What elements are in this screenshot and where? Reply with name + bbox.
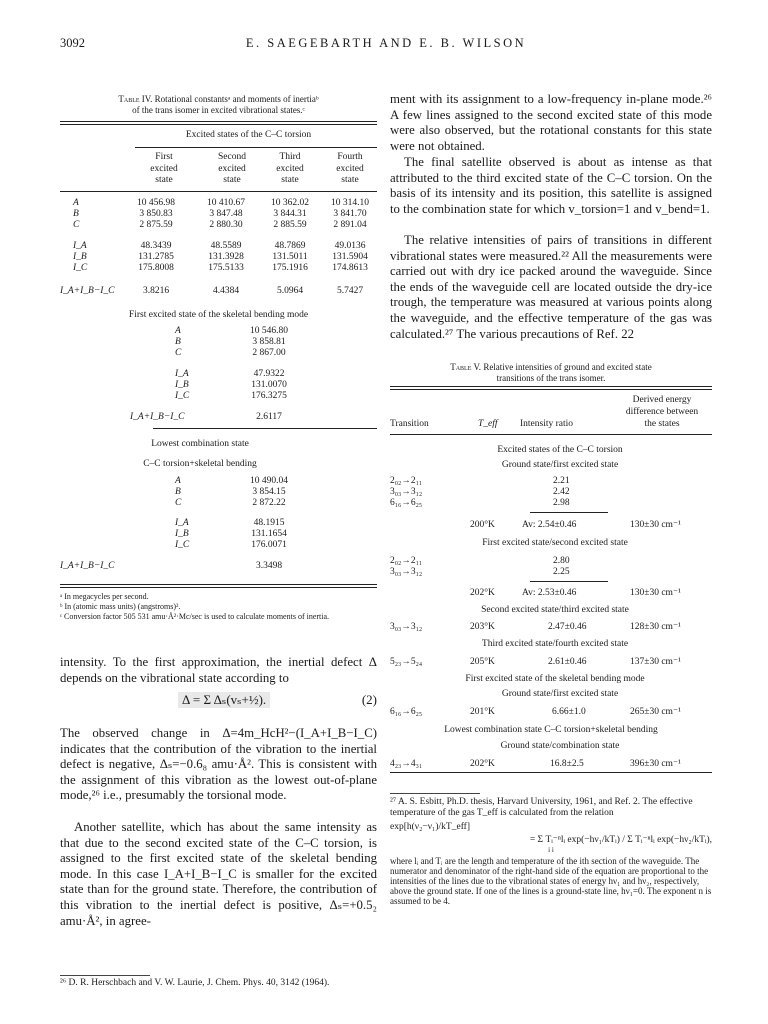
header-transition: Transition: [390, 419, 429, 429]
footnote-27-eq1: exp[h(ν₂−ν₁)/kT_eff]: [390, 822, 471, 832]
table-row: 3₀₃→3₁₂: [390, 567, 423, 577]
table-row: 2₀₂→2₁₁: [390, 476, 423, 486]
table-5-label: Table V.: [450, 362, 482, 372]
right-para-1: ment with its assignment to a low-frequency in-plane mode.²⁶ A few lines assigned to the second excited state of this mode were also observed, but the rotational constants for this state were not obtained.: [390, 92, 712, 153]
footnote-27-eq-sub: i i: [548, 846, 554, 854]
table-rule: [60, 121, 377, 125]
header-intensity-ratio: Intensity ratio: [520, 419, 574, 429]
section-sub: Third excited state/fourth excited state: [481, 639, 629, 649]
section-sub: Ground state/first excited state: [501, 689, 619, 699]
table-rule: [60, 584, 377, 588]
section-sub: Ground state/first excited state: [501, 460, 619, 470]
table-rule: [135, 147, 377, 148]
table-row: B 3 850.83 3 847.48 3 844.31 3 841.70: [73, 209, 367, 219]
torsion-header: Excited states of the C–C torsion: [185, 130, 312, 140]
left-para-2: The observed change in Δ=4m_HcH²−(I_A+I_B−I_C) indicates that the contribution of the vibration to the inertial defect is negative, Δₛ=−0.6₈ amu·Å². This is consistent with the assignment of this vibration as the lowest out-of-plane mode,²⁶ i.e., presumably the torsional mode.: [60, 726, 377, 803]
table-row: 2.25: [553, 567, 570, 577]
right-para-3: The relative intensities of pairs of transitions in different vibrational states were measured.²² All the measurements were carried out with dry ice packed around the waveguide. Since the ends of the waveguide cell are located outside the dry-ice trough, the temperature was measured at various points along the waveguide, and the effective temperature of the gas was calculated.²⁷ The various precautions of Ref. 22: [390, 233, 712, 341]
footnote-rule: [60, 975, 150, 976]
table-rule: [390, 386, 712, 387]
header-energy: Derived energy difference between the states: [625, 395, 699, 429]
table-row-energy: 265±30 cm⁻¹: [630, 707, 681, 717]
table-row-transition: 3₀₃→3₁₂: [390, 622, 423, 632]
table-rule: [390, 772, 712, 773]
table-4-col-headers: [60, 152, 377, 188]
table-rule: [60, 191, 377, 192]
table-row: I_B 131.2785 131.3928 131.5011 131.5904: [73, 252, 368, 262]
table-row: 2₀₂→2₁₁: [390, 556, 423, 566]
running-head: [60, 36, 712, 52]
table-row: 2.21: [553, 476, 570, 486]
footnote-rule: [390, 793, 480, 794]
table-5: [390, 362, 712, 774]
section-sub: Second excited state/third excited state: [481, 605, 629, 615]
table-row: 6₁₆→6₂₅: [390, 498, 423, 508]
table-4-caption: [60, 94, 377, 116]
bending-rows: A 10 546.80 B 3 858.81 C 2 867.00 I_A 47.9322 I_B 131.0070 I_C 176.3275 I_A+I_B−I_C 2.6117: [130, 326, 288, 422]
table-row: I_A+I_B−I_C 3.8216 4.4384 5.0964 5.7427: [60, 286, 364, 296]
col-header-first: First excited state: [150, 152, 178, 185]
table-row-ratio: 16.8±2.5: [550, 759, 584, 769]
table-row-transition: 6₁₆→6₂₅: [390, 707, 423, 717]
table-4-caption-text: Rotational constantsᵃ and moments of inertiaᵇ: [154, 94, 319, 104]
table-rule: [530, 512, 608, 513]
section-title: Lowest combination state C–C torsion+skeletal bending: [444, 725, 658, 735]
table-5-caption-line2: transitions of the trans isomer.: [496, 373, 606, 383]
table-rule: [153, 428, 377, 429]
col-header-fourth: Fourth excited state: [336, 152, 364, 185]
sum-teff: 200°K: [470, 520, 495, 530]
footnote-b: ᵇ In (atomic mass units) (angstroms)².: [60, 602, 181, 611]
table-row: I_A 48.3439 48.5589 48.7869 49.0136: [73, 241, 366, 251]
section-sub: Ground state/combination state: [500, 741, 620, 751]
table-row-teff: 205°K: [470, 657, 495, 667]
table-4-caption-line2: of the trans isomer in excited vibrational states.ᶜ: [132, 105, 305, 115]
table-row: 3₀₃→3₁₂: [390, 487, 423, 497]
equation-body: Δ = Σ Δₛ(vₛ+½).: [178, 692, 270, 708]
equation-2: [60, 690, 377, 714]
table-row-ratio: 2.47±0.46: [548, 622, 587, 632]
table-row-teff: 202°K: [470, 759, 495, 769]
combo-rows: A 10 490.04 B 3 854.15 C 2 872.22 I_A 48.1915 I_B 131.1654 I_C 176.0071 I_A+I_B−I_C 3.3498: [60, 476, 288, 571]
table-row-energy: 137±30 cm⁻¹: [630, 657, 681, 667]
header-teff: T_eff: [478, 419, 498, 429]
sum-ratio: Av: 2.53±0.46: [522, 588, 577, 598]
table-rule: [390, 434, 712, 435]
section-sub: First excited state/second excited state: [482, 538, 628, 548]
table-rule: [530, 581, 608, 582]
table-row-transition: 4₂₃→4₃₁: [390, 759, 423, 769]
table-row: I_C 175.8008 175.5133 175.1916 174.8613: [73, 263, 368, 273]
running-head-authors: E. SAEGEBARTH AND E. B. WILSON: [245, 36, 527, 50]
col-header-second: Second excited state: [218, 152, 246, 185]
table-row: A 10 456.98 10 410.67 10 362.02 10 314.10: [73, 198, 369, 208]
sum-ratio: Av: 2.54±0.46: [522, 520, 577, 530]
table-4-label: Table IV.: [118, 94, 153, 104]
table-5-caption: [390, 362, 712, 384]
table-4: [60, 94, 377, 634]
left-para-1: intensity. To the first approximation, the inertial defect Δ depends on the vibrational state according to: [60, 655, 377, 685]
left-para-3: Another satellite, which has about the same intensity as that due to the second excited state of the C–C torsion, is assigned to the first excited state of the skeletal bending mode. In this case I_A+I_B−I_C is smaller for the excited state than for the ground state. Therefore, the contribution of this vibration to the inertial defect is positive, Δₛ=+0.5₂ amu·Å², in agree-: [60, 820, 377, 928]
sum-energy: 130±30 cm⁻¹: [630, 588, 681, 598]
sum-teff: 202°K: [470, 588, 495, 598]
section-title: First excited state of the skeletal bending mode: [465, 674, 645, 684]
table-rule: [390, 389, 712, 390]
right-para-2: The final satellite observed is about as intense as that attributed to the third excited state of the C–C torsion. On the basis of its intensity and its position, this satellite is assigned to the combination state for which v_torsion=1 and v_bend=1.: [390, 155, 712, 216]
combo-sub: C–C torsion+skeletal bending: [143, 459, 257, 469]
table-4-footnotes: [60, 592, 377, 622]
table-row-teff: 203°K: [470, 622, 495, 632]
table-row-transition: 5₂₃→5₂₄: [390, 657, 423, 667]
table-row-energy: 396±30 cm⁻¹: [630, 759, 681, 769]
equation-number: (2): [361, 692, 377, 707]
table-row: C 2 875.59 2 880.30 2 885.59 2 891.04: [73, 220, 367, 230]
footnote-27-text: ²⁷ A. S. Esbitt, Ph.D. thesis, Harvard University, 1961, and Ref. 2. The effective temperature of the gas T_eff is calculated from the relation: [390, 797, 693, 818]
sum-energy: 130±30 cm⁻¹: [630, 520, 681, 530]
table-row: 2.98: [553, 498, 570, 508]
right-footnote: [390, 797, 712, 906]
table-row: 2.42: [553, 487, 570, 497]
footnote-a: ᵃ In megacycles per second.: [60, 592, 149, 601]
section-title: Excited states of the C–C torsion: [497, 445, 623, 455]
combo-header: Lowest combination state: [151, 439, 249, 449]
col-header-third: Third excited state: [276, 152, 304, 185]
footnote-27-text2: where lᵢ and Tᵢ are the length and temperature of the ith section of the waveguide. The numerator and denominator of the right-hand side of the equation are proportional to the intensities of the lines due to the vibrational states of energy hν₁ and hν₂, respectively, above the ground state. If one of the lines is a ground-state line, hν₁=0. The exponent n is assumed to be 4.: [390, 856, 712, 906]
table-row-ratio: 2.61±0.46: [548, 657, 587, 667]
bending-header: First excited state of the skeletal bending mode: [128, 310, 309, 320]
left-footnote: ²⁶ D. R. Herschbach and V. W. Laurie, J. Chem. Phys. 40, 3142 (1964).: [60, 978, 330, 988]
table-row-energy: 128±30 cm⁻¹: [630, 622, 681, 632]
table-row: 2.80: [553, 556, 570, 566]
table-row-ratio: 6.66±1.0: [552, 707, 586, 717]
footnote-c: ᶜ Conversion factor 505 531 amu·Å²·Mc/sec is used to calculate moments of inertia.: [60, 612, 330, 621]
table-row-teff: 201°K: [470, 707, 495, 717]
table-5-caption-text: Relative intensities of ground and excited state: [483, 362, 652, 372]
footnote-27-eq2: = Σ Tᵢ⁻ⁿlᵢ exp(−hν₁/kTᵢ) / Σ Tᵢ⁻ⁿlᵢ exp(−hν₂/kTᵢ),: [529, 835, 712, 845]
page-number: 3092: [60, 36, 85, 50]
